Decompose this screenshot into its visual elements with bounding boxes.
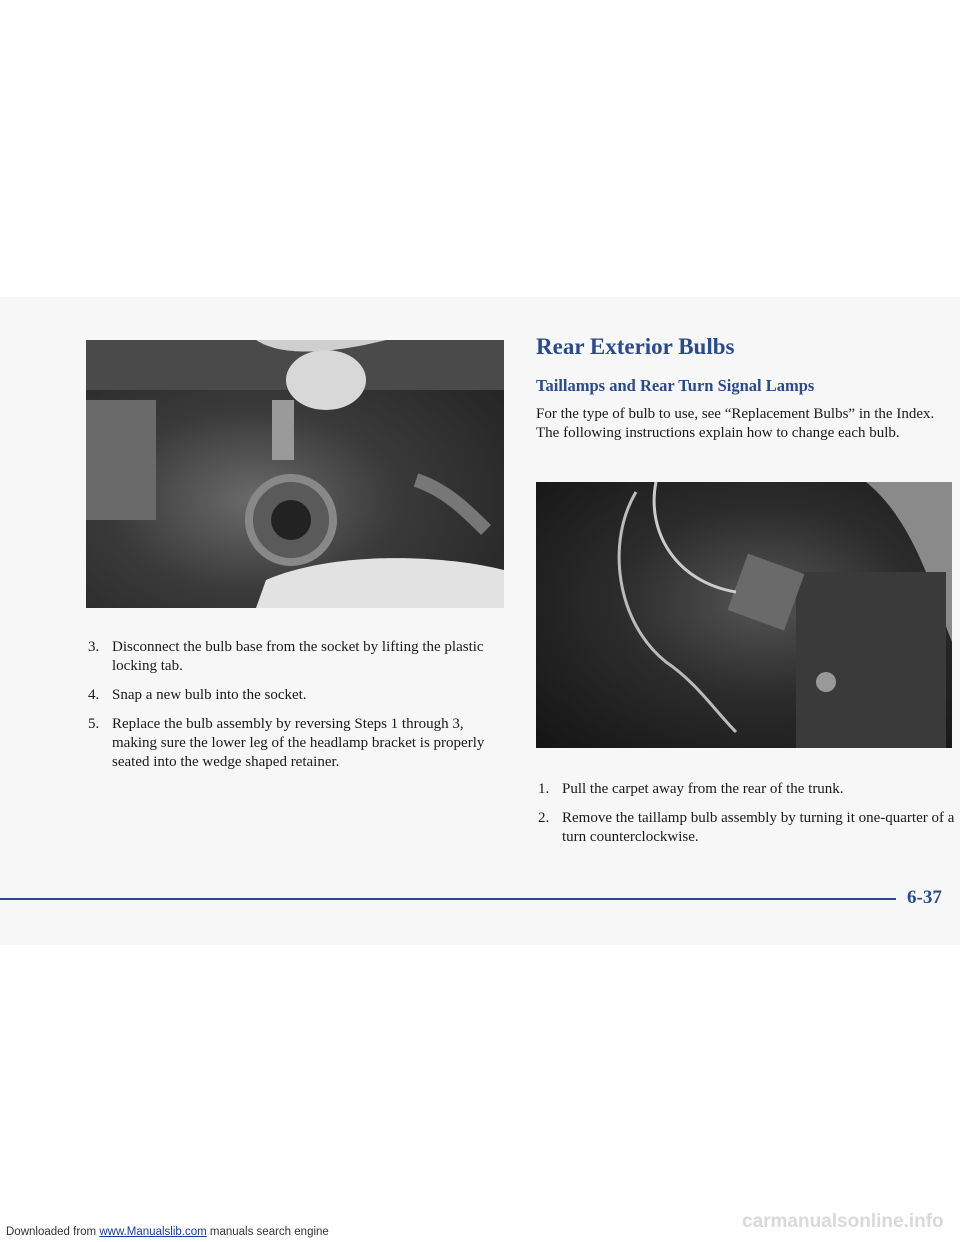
taillamp-socket-photo bbox=[536, 482, 952, 748]
intro-paragraph: For the type of bulb to use, see “Replacement Bulbs” in the Index. The following instructions explain how to change each bulb. bbox=[536, 406, 935, 441]
headlamp-steps-list bbox=[88, 638, 508, 782]
list-item bbox=[538, 809, 958, 847]
subsection-title: Taillamps and Rear Turn Signal Lamps bbox=[536, 376, 815, 395]
step-text: Disconnect the bulb base from the socket by lifting the plastic locking tab. bbox=[112, 639, 484, 674]
list-item bbox=[88, 638, 508, 676]
taillamp-socket-illustration bbox=[536, 482, 952, 748]
headlamp-bulb-illustration bbox=[86, 340, 504, 608]
download-source-line bbox=[6, 1226, 329, 1238]
step-text: Remove the taillamp bulb assembly by turning it one-quarter of a turn counterclockwise. bbox=[562, 810, 955, 845]
list-item bbox=[88, 686, 508, 705]
step-text: Pull the carpet away from the rear of the trunk. bbox=[562, 781, 844, 797]
step-text: Snap a new bulb into the socket. bbox=[112, 687, 307, 703]
manualslib-link[interactable]: www.Manualslib.com bbox=[99, 1226, 207, 1238]
page-number: 6-37 bbox=[907, 887, 942, 908]
list-item bbox=[538, 780, 958, 799]
step-number: 2. bbox=[538, 810, 550, 826]
step-number: 5. bbox=[88, 716, 100, 732]
step-number: 3. bbox=[88, 639, 100, 655]
step-number: 1. bbox=[538, 781, 550, 797]
watermark-text: carmanualsonline.info bbox=[742, 1211, 944, 1232]
download-prefix: Downloaded from bbox=[6, 1226, 100, 1238]
footer-rule bbox=[0, 898, 896, 900]
list-item bbox=[88, 715, 508, 772]
headlamp-bulb-photo bbox=[86, 340, 504, 608]
download-suffix: manuals search engine bbox=[206, 1226, 329, 1238]
step-number: 4. bbox=[88, 687, 100, 703]
step-text: Replace the bulb assembly by reversing Steps 1 through 3, making sure the lower leg of the headlamp bracket is properly seated into the wedge shaped retainer. bbox=[112, 716, 485, 770]
taillamp-steps-list bbox=[538, 780, 958, 857]
section-title: Rear Exterior Bulbs bbox=[536, 334, 735, 359]
